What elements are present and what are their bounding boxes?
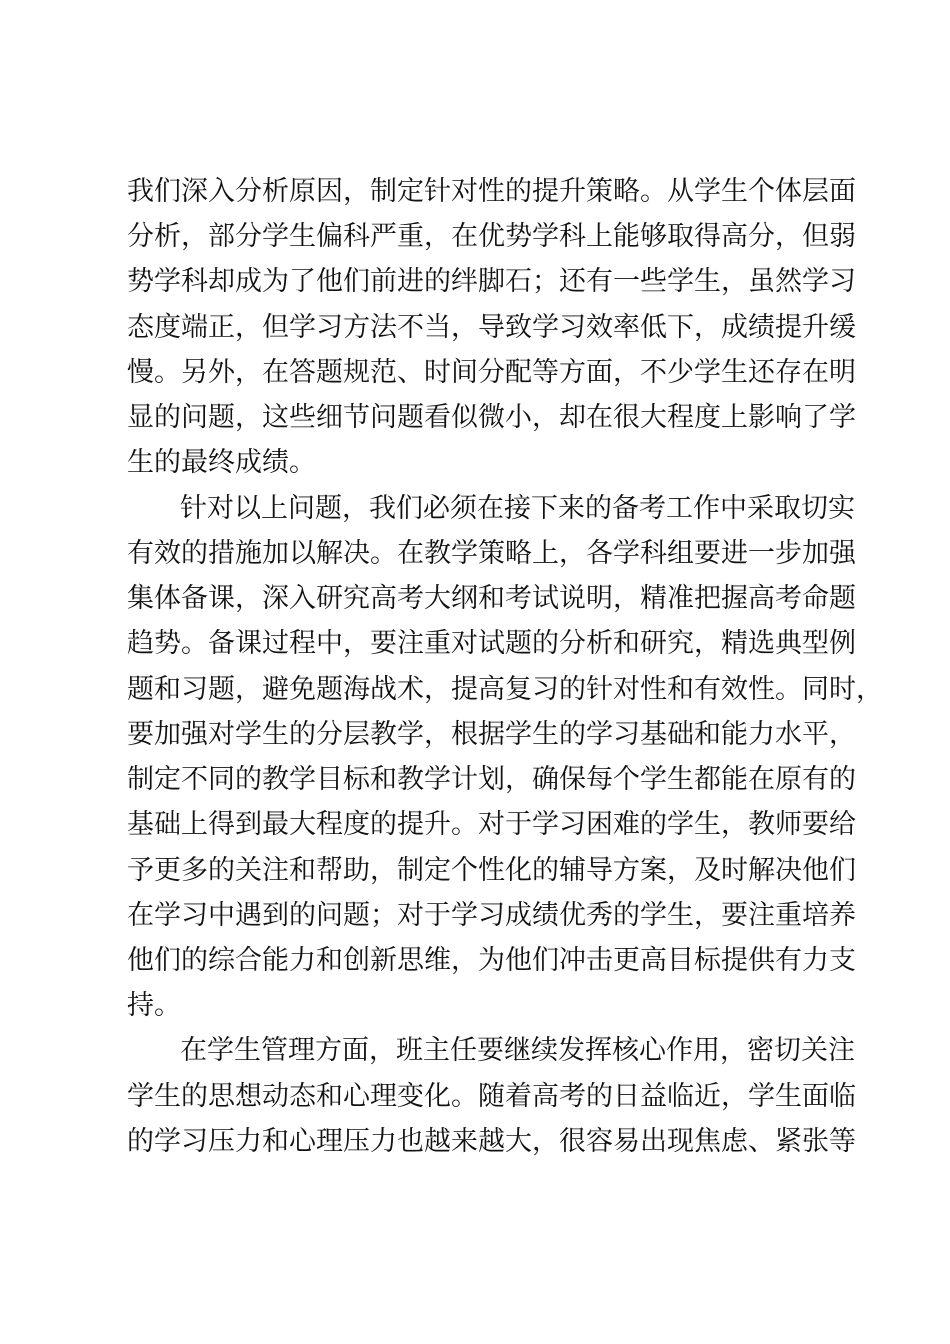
paragraph-first-line: 在学生管理方面，班主任要继续发挥核心作用，密切关注 (180, 1035, 855, 1066)
text-line: 趋势。备课过程中，要注重对试题的分析和研究，精选典型例 (127, 628, 856, 659)
text-line: 有效的措施加以解决。在教学策略上，各学科组要进一步加强 (127, 538, 856, 569)
text-line: 学生的思想动态和心理变化。随着高考的日益临近，学生面临 (127, 1081, 856, 1112)
text-line: 题和习题，避免题海战术，提高复习的针对性和有效性。同时， (127, 674, 883, 705)
text-line: 持。 (127, 990, 181, 1021)
text-line: 在学习中遇到的问题；对于学习成绩优秀的学生，要注重培养 (127, 900, 856, 931)
text-line: 显的问题，这些细节问题看似微小，却在很大程度上影响了学 (127, 402, 856, 433)
text-line: 态度端正，但学习方法不当，导致学习效率低下，成绩提升缓 (127, 312, 856, 343)
text-line: 分析，部分学生偏科严重，在优势学科上能够取得高分，但弱 (127, 221, 856, 252)
text-line: 集体备课，深入研究高考大纲和考试说明，精准把握高考命题 (127, 583, 856, 614)
text-line: 他们的综合能力和创新思维，为他们冲击更高目标提供有力支 (127, 945, 856, 976)
text-line: 势学科却成为了他们前进的绊脚石；还有一些学生，虽然学习 (127, 266, 856, 297)
text-line: 要加强对学生的分层教学，根据学生的学习基础和能力水平， (127, 719, 856, 750)
text-line: 慢。另外，在答题规范、时间分配等方面，不少学生还存在明 (127, 357, 856, 388)
paragraph-first-line: 针对以上问题，我们必须在接下来的备考工作中采取切实 (180, 493, 855, 524)
text-line: 我们深入分析原因，制定针对性的提升策略。从学生个体层面 (127, 176, 856, 207)
text-line: 生的最终成绩。 (127, 447, 316, 478)
text-line: 制定不同的教学目标和教学计划，确保每个学生都能在原有的 (127, 764, 856, 795)
text-line: 基础上得到最大程度的提升。对于学习困难的学生，教师要给 (127, 809, 856, 840)
text-line: 的学习压力和心理压力也越来越大，很容易出现焦虑、紧张等 (127, 1126, 856, 1157)
text-line: 予更多的关注和帮助，制定个性化的辅导方案，及时解决他们 (127, 855, 856, 886)
